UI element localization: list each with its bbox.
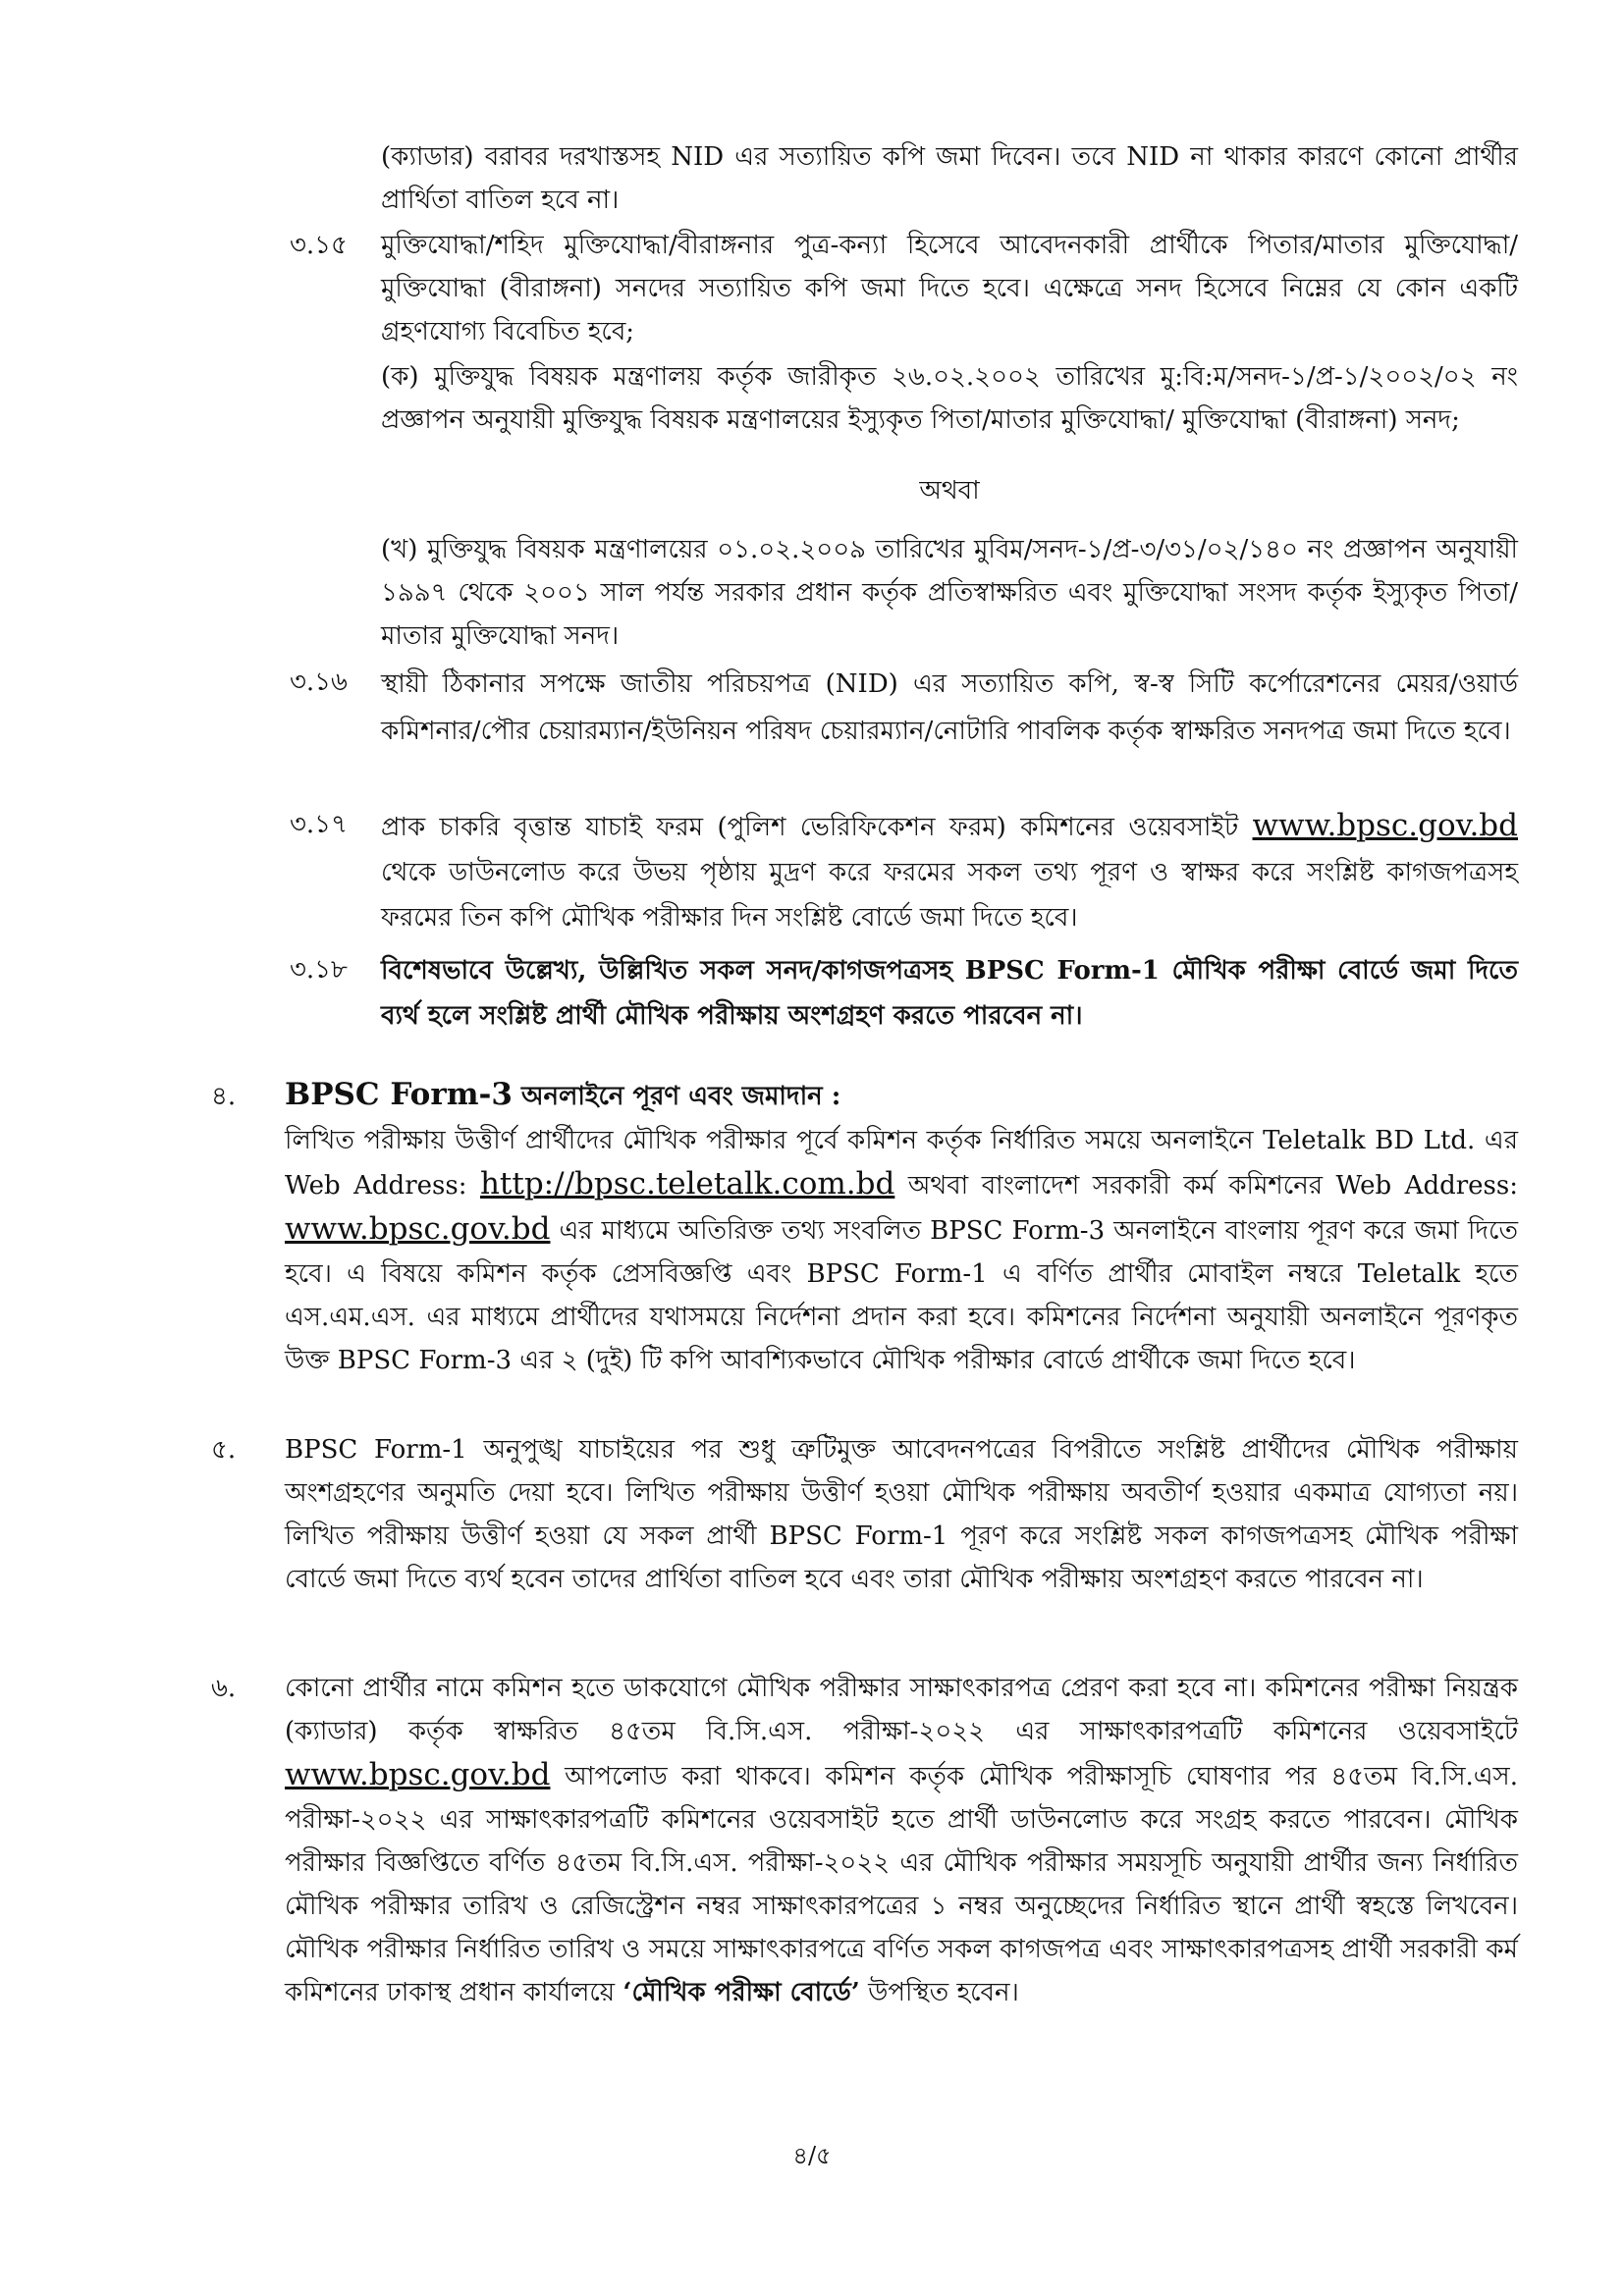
section-4-heading-bn: অনলাইনে পূরণ এবং জমাদান : xyxy=(512,1082,841,1111)
section-6-number: ৬. xyxy=(211,1674,237,1703)
section-4-body xyxy=(285,1119,1518,1382)
teletalk-link[interactable]: http://bpsc.teletalk.com.bd xyxy=(479,1166,895,1201)
section-3-16-text: স্থায়ী ঠিকানার সপক্ষে জাতীয় পরিচয়পত্র (NID) এর সত্যায়িত কপি, স্ব-স্ব সিটি কর্পোরেশনের মেয়র/ওয়ার্ড কমিশনার/পৌর চেয়ারম্যান/ইউনিয়ন পরিষদ চেয়ারম্যান/নোটারি পাবলিক কর্তৃক স্বাক্ষরিত সনদপত্র জমা দিতে হবে। xyxy=(381,669,1518,746)
section-4-heading-en: BPSC Form-3 xyxy=(285,1077,513,1112)
section-3-17-text xyxy=(381,803,1518,940)
bpsc-website-link-1[interactable]: www.bpsc.gov.bd xyxy=(1252,808,1518,843)
or-separator: অথবা xyxy=(919,476,980,506)
section-6-text-1: কোনো প্রার্থীর নামে কমিশন হতে ডাকযোগে মৌখিক পরীক্ষার সাক্ষাৎকারপত্র প্রেরণ করা হবে না। কমিশনের পরীক্ষা নিয়ন্ত্রক (ক্যাডার) কর্তৃক স্বাক্ষরিত ৪৫তম বি.সি.এস. পরীক্ষা-২০২২ এর সাক্ষাৎকারপত্রটি কমিশনের ওয়েবসাইটে xyxy=(285,1674,1518,1746)
section-3-18-text: বিশেষভাবে উল্লেখ্য, উল্লিখিত সকল সনদ/কাগজপত্রসহ BPSC Form-1 মৌখিক পরীক্ষা বোর্ডে জমা দিতে ব্যর্থ হলে সংশ্লিষ্ট প্রার্থী মৌখিক পরীক্ষায় অংশগ্রহণ করতে পারবেন না। xyxy=(381,956,1518,1031)
bpsc-website-link-3[interactable]: www.bpsc.gov.bd xyxy=(285,1757,551,1792)
section-3-15-number: ৩.১৫ xyxy=(290,231,348,260)
section-3-16-number: ৩.১৬ xyxy=(290,667,348,697)
section-4-heading xyxy=(285,1073,1518,1118)
section-6-text-2: আপলোড করা থাকবে। কমিশন কর্তৃক মৌখিক পরীক্ষাসূচি ঘোষণার পর ৪৫তম বি.সি.এস. পরীক্ষা-২০২২ এর সাক্ষাৎকারপত্রটি কমিশনের ওয়েবসাইট হতে প্রার্থী ডাউনলোড করে সংগ্রহ করতে পারবেন। মৌখিক পরীক্ষার বিজ্ঞপ্তিতে বর্ণিত ৪৫তম বি.সি.এস. পরীক্ষা-২০২২ এর মৌখিক পরীক্ষার সময়সূচি অনুযায়ী প্রার্থীর জন্য নির্ধারিত মৌখিক পরীক্ষার তারিখ ও রেজিস্ট্রেশন নম্বর সাক্ষাৎকারপত্রের ১ নম্বর অনুচ্ছেদের নির্ধারিত স্থানে প্রার্থী স্বহস্তে লিখবেন। মৌখিক পরীক্ষার নির্ধারিত তারিখ ও সময়ে সাক্ষাৎকারপত্রে বর্ণিত সকল কাগজপত্র এবং সাক্ষাৎকারপত্রসহ প্রার্থী সরকারী কর্ম কমিশনের ঢাকাস্থ প্রধান কার্যালয়ে xyxy=(285,1762,1518,2007)
section-3-15-option-ka: (ক) মুক্তিযুদ্ধ বিষয়ক মন্ত্রণালয় কর্তৃক জারীকৃত ২৬.০২.২০০২ তারিখের মু:বি:ম/সনদ-১/প্র-১/২০০২/০২ নং প্রজ্ঞাপন অনুযায়ী মুক্তিযুদ্ধ বিষয়ক মন্ত্রণালয়ের ইস্যুকৃত পিতা/মাতার মুক্তিযোদ্ধা/ মুক্তিযোদ্ধা (বীরাঙ্গনা) সনদ; xyxy=(381,362,1518,435)
section-5-number: ৫. xyxy=(211,1435,237,1465)
section-3-18-number: ৩.১৮ xyxy=(290,955,348,985)
section-3-17-pre: প্রাক চাকরি বৃত্তান্ত যাচাই ফরম (পুলিশ ভেরিফিকেশন ফরম) কমিশনের ওয়েবসাইট xyxy=(381,813,1253,842)
section-5-text: BPSC Form-1 অনুপুঙ্খ যাচাইয়ের পর শুধু ত্রুটিমুক্ত আবেদনপত্রের বিপরীতে সংশ্লিষ্ট প্রার্থীদের মৌখিক পরীক্ষায় অংশগ্রহণের অনুমতি দেয়া হবে। লিখিত পরীক্ষায় উত্তীর্ণ হওয়া মৌখিক পরীক্ষায় অবতীর্ণ হওয়ার একমাত্র যোগ্যতা নয়। লিখিত পরীক্ষায় উত্তীর্ণ হওয়া যে সকল প্রার্থী BPSC Form-1 পূরণ করে সংশ্লিষ্ট সকল কাগজপত্রসহ মৌখিক পরীক্ষা বোর্ডে জমা দিতে ব্যর্থ হবেন তাদের প্রার্থিতা বাতিল হবে এবং তারা মৌখিক পরীক্ষায় অংশগ্রহণ করতে পারবেন না। xyxy=(285,1435,1518,1594)
section-3-15-text: মুক্তিযোদ্ধা/শহিদ মুক্তিযোদ্ধা/বীরাঙ্গনার পুত্র-কন্যা হিসেবে আবেদনকারী প্রার্থীকে পিতার/মাতার মুক্তিযোদ্ধা/মুক্তিযোদ্ধা (বীরাঙ্গনা) সনদের সত্যায়িত কপি জমা দিতে হবে। এক্ষেত্রে সনদ হিসেবে নিম্নের যে কোন একটি গ্রহণযোগ্য বিবেচিত হবে; xyxy=(381,231,1518,347)
section-3-15-option-kha: (খ) মুক্তিযুদ্ধ বিষয়ক মন্ত্রণালয়ের ০১.০২.২০০৯ তারিখের মুবিম/সনদ-১/প্র-৩/৩১/০২/১৪০ নং প্রজ্ঞাপন অনুযায়ী ১৯৯৭ থেকে ২০০১ সাল পর্যন্ত সরকার প্রধান কর্তৃক প্রতিস্বাক্ষরিত এবং মুক্তিযোদ্ধা সংসদ কর্তৃক ইস্যুকৃত পিতা/মাতার মুক্তিযোদ্ধা সনদ। xyxy=(381,535,1518,651)
intro-paragraph: (ক্যাডার) বরাবর দরখাস্তসহ NID এর সত্যায়িত কপি জমা দিবেন। তবে NID না থাকার কারণে কোনো প্রার্থীর প্রার্থিতা বাতিল হবে না। xyxy=(381,142,1518,215)
section-4-text-3: এর মাধ্যমে অতিরিক্ত তথ্য সংবলিত BPSC Form-3 অনলাইনে বাংলায় পূরণ করে জমা দিতে হবে। এ বিষয়ে কমিশন কর্তৃক প্রেসবিজ্ঞপ্তি এবং BPSC Form-1 এ বর্ণিত প্রার্থীর মোবাইল নম্বরে Teletalk হতে এস.এম.এস. এর মাধ্যমে প্রার্থীদের যথাসময়ে নির্দেশনা প্রদান করা হবে। কমিশনের নির্দেশনা অনুযায়ী অনলাইনে পূরণকৃত উক্ত BPSC Form-3 এর ২ (দুই) টি কপি আবশ্যিকভাবে মৌখিক পরীক্ষার বোর্ডে প্রার্থীকে জমা দিতে হবে। xyxy=(285,1216,1518,1375)
section-3-17-number: ৩.১৭ xyxy=(290,810,348,839)
section-4-number: ৪. xyxy=(211,1082,237,1111)
page-number: ৪/৫ xyxy=(792,2142,832,2169)
section-3-17-post: থেকে ডাউনলোড করে উভয় পৃষ্ঠায় মুদ্রণ করে ফরমের সকল তথ্য পূরণ ও স্বাক্ষর করে সংশ্লিষ্ট কাগজপত্রসহ ফরমের তিন কপি মৌখিক পরীক্ষার দিন সংশ্লিষ্ট বোর্ডে জমা দিতে হবে। xyxy=(381,858,1518,933)
section-6-text-3: উপস্থিত হবেন। xyxy=(859,1978,1019,2007)
bpsc-website-link-2[interactable]: www.bpsc.gov.bd xyxy=(285,1211,551,1247)
section-4-text-1: লিখিত পরীক্ষায় উত্তীর্ণ প্রার্থীদের মৌখিক পরীক্ষার পূর্বে কমিশন কর্তৃক নির্ধারিত সময়ে অনলাইনে Teletalk BD Ltd. এর Web Address: xyxy=(285,1126,1518,1201)
section-6-text xyxy=(285,1667,1518,2014)
oral-exam-board-bold: ‘মৌখিক পরীক্ষা বোর্ডে’ xyxy=(623,1978,860,2007)
section-4-text-2: অথবা বাংলাদেশ সরকারী কর্ম কমিশনের Web Address: xyxy=(894,1171,1518,1201)
